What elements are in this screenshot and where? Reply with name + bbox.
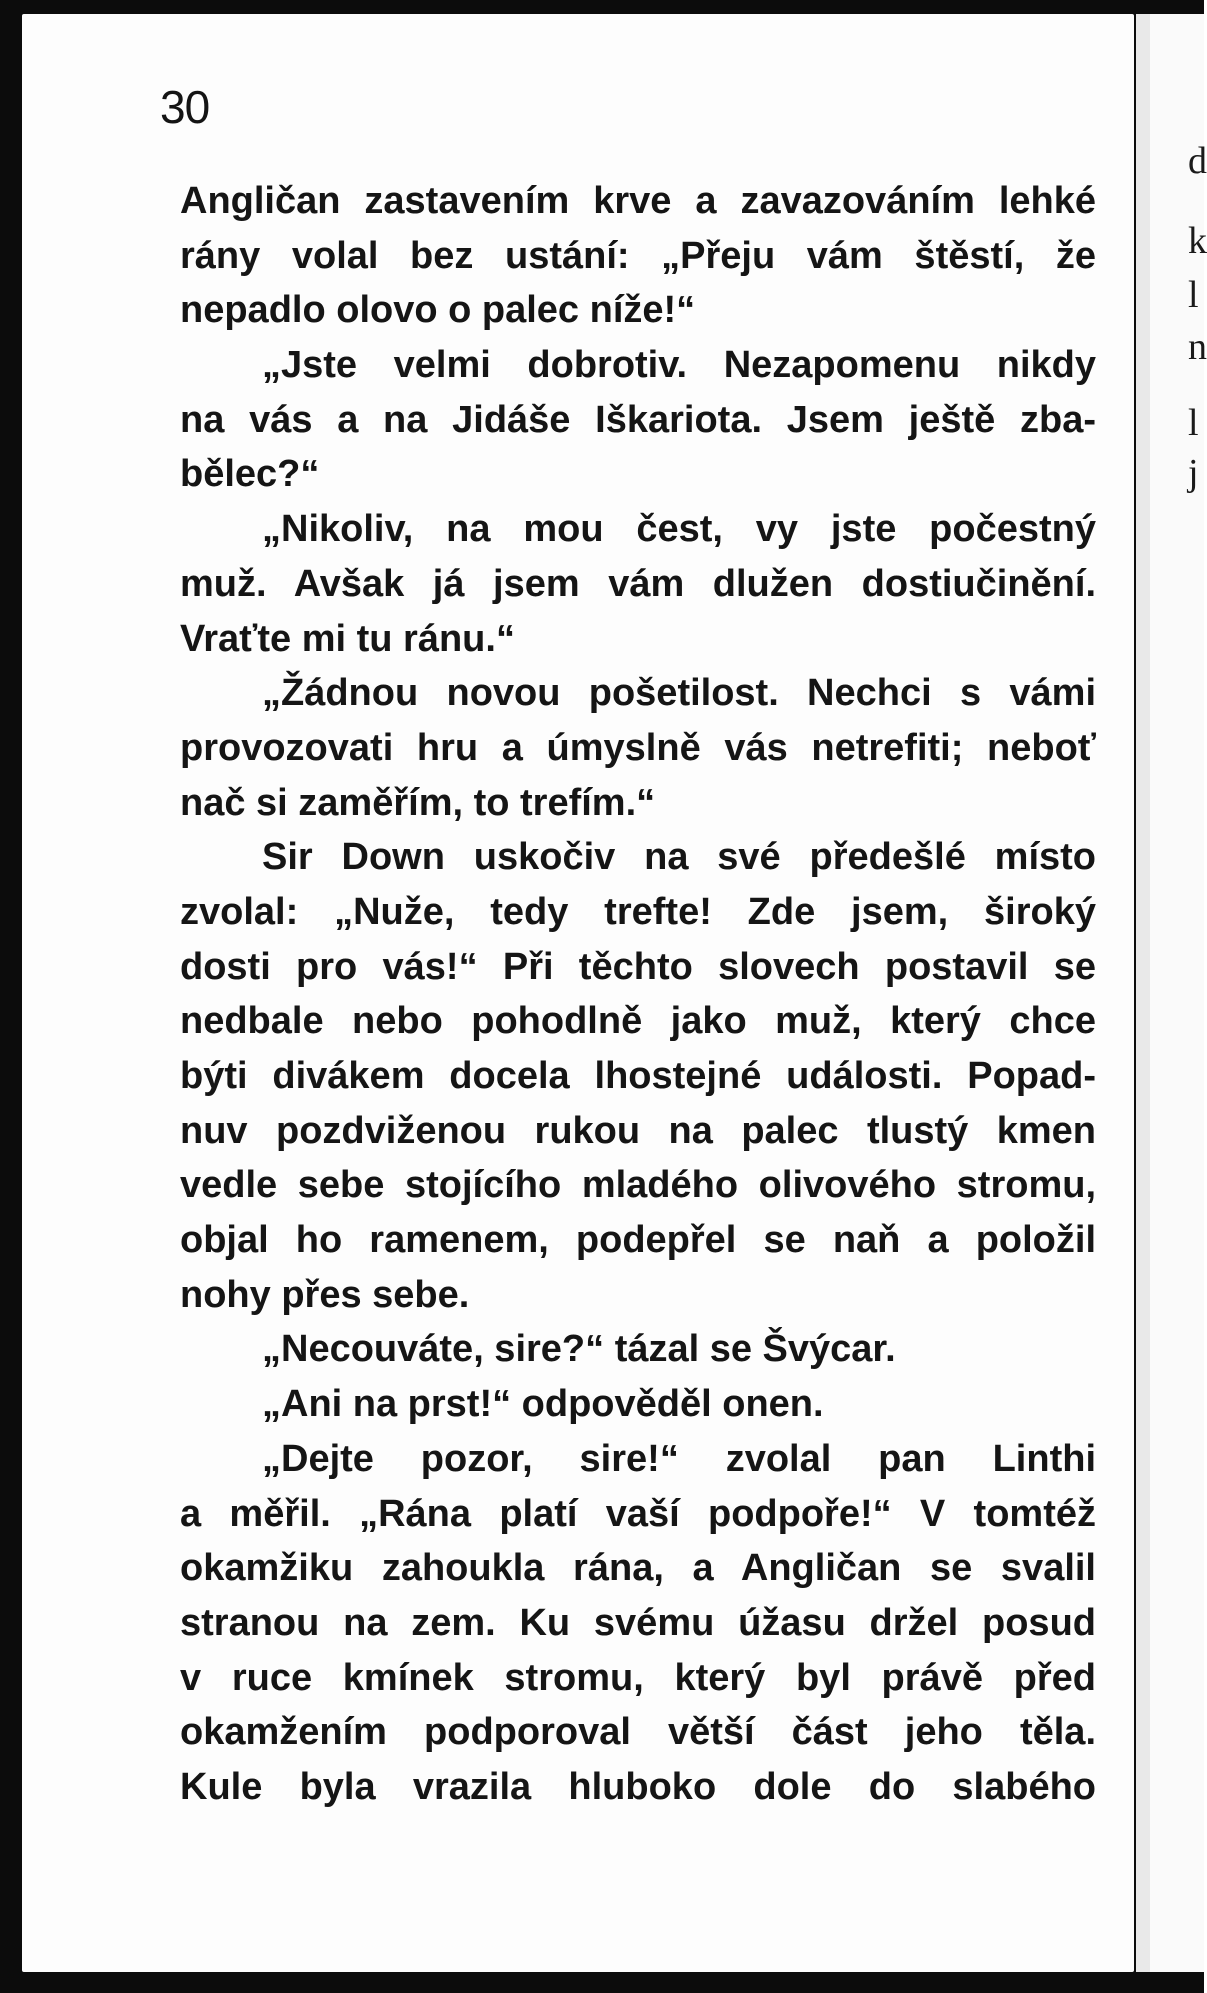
text-line: Angličan zastavením krve a zavazováním lehké [180,180,1096,222]
text-line: vedle sebe stojícího mladého olivového stromu, [180,1164,1096,1207]
next-page-fragment: n [1188,326,1207,368]
next-page-fragment: l [1188,402,1199,444]
book-gutter [1136,14,1150,1972]
text-line: provozovati hru a úmyslně vás netrefiti; neboť [180,726,1096,769]
text-line: stranou na zem. Ku svému úžasu držel posud [180,1601,1096,1644]
next-page-fragment: j [1188,452,1199,494]
text-line: objal ho ramenem, podepřel se naň a položil [180,1219,1096,1262]
text-line: dosti pro vás!“ Při těchto slovech postavil se [180,945,1096,988]
text-line: „Jste velmi dobrotiv. Nezapomenu nikdy [262,344,1096,387]
text-line: na vás a na Jidáše Iškariota. Jsem ještě zba- [180,398,1096,441]
text-line: zvolal: „Nuže, tedy trefte! Zde jsem, široký [180,890,1096,933]
text-line: a měřil. „Rána platí vaší podpoře!“ V tomtéž [180,1492,1096,1535]
next-page-fragment: l [1188,274,1199,316]
text-line: „Dejte pozor, sire!“ zvolal pan Linthi [262,1437,1096,1480]
page-number: 30 [160,81,210,133]
text-line: nohy přes sebe. [180,1273,470,1316]
text-line: okamžením podporoval větší část jeho těla. [180,1711,1096,1754]
text-line: nepadlo olovo o palec níže!“ [180,289,696,332]
text-line: muž. Avšak já jsem vám dlužen dostiučinění. [180,562,1096,605]
page-text [180,174,1096,1815]
next-page-fragment: d [1188,140,1207,182]
next-page-edge [1150,14,1207,1972]
text-line: bělec?“ [180,453,320,496]
text-line: okamžiku zahoukla rána, a Angličan se svalil [180,1547,1096,1590]
text-line: „Ani na prst!“ odpověděl onen. [262,1383,824,1426]
book-page [22,14,1134,1972]
text-line: „Necouváte, sire?“ tázal se Švýcar. [262,1328,896,1371]
text-line: „Žádnou novou pošetilost. Nechci s vámi [262,672,1096,715]
text-line: Vraťte mi tu ránu.“ [180,617,515,660]
next-page-fragment: k [1188,220,1207,262]
text-line: býti divákem docela lhostejné události. Popad- [180,1055,1096,1097]
text-line: „Nikoliv, na mou čest, vy jste počestný [262,508,1096,551]
text-line: nuv pozdviženou rukou na palec tlustý kmen [180,1109,1096,1152]
text-line: nač si zaměřím, to trefím.“ [180,781,656,824]
text-line: Kule byla vrazila hluboko dole do slabého [180,1765,1096,1808]
text-line: v ruce kmínek stromu, který byl právě před [180,1656,1096,1699]
text-line: nedbale nebo pohodlně jako muž, který chce [180,1000,1096,1043]
text-line: rány volal bez ustání: „Přeju vám štěstí, že [180,234,1096,277]
text-line: Sir Down uskočiv na své předešlé místo [262,836,1096,879]
